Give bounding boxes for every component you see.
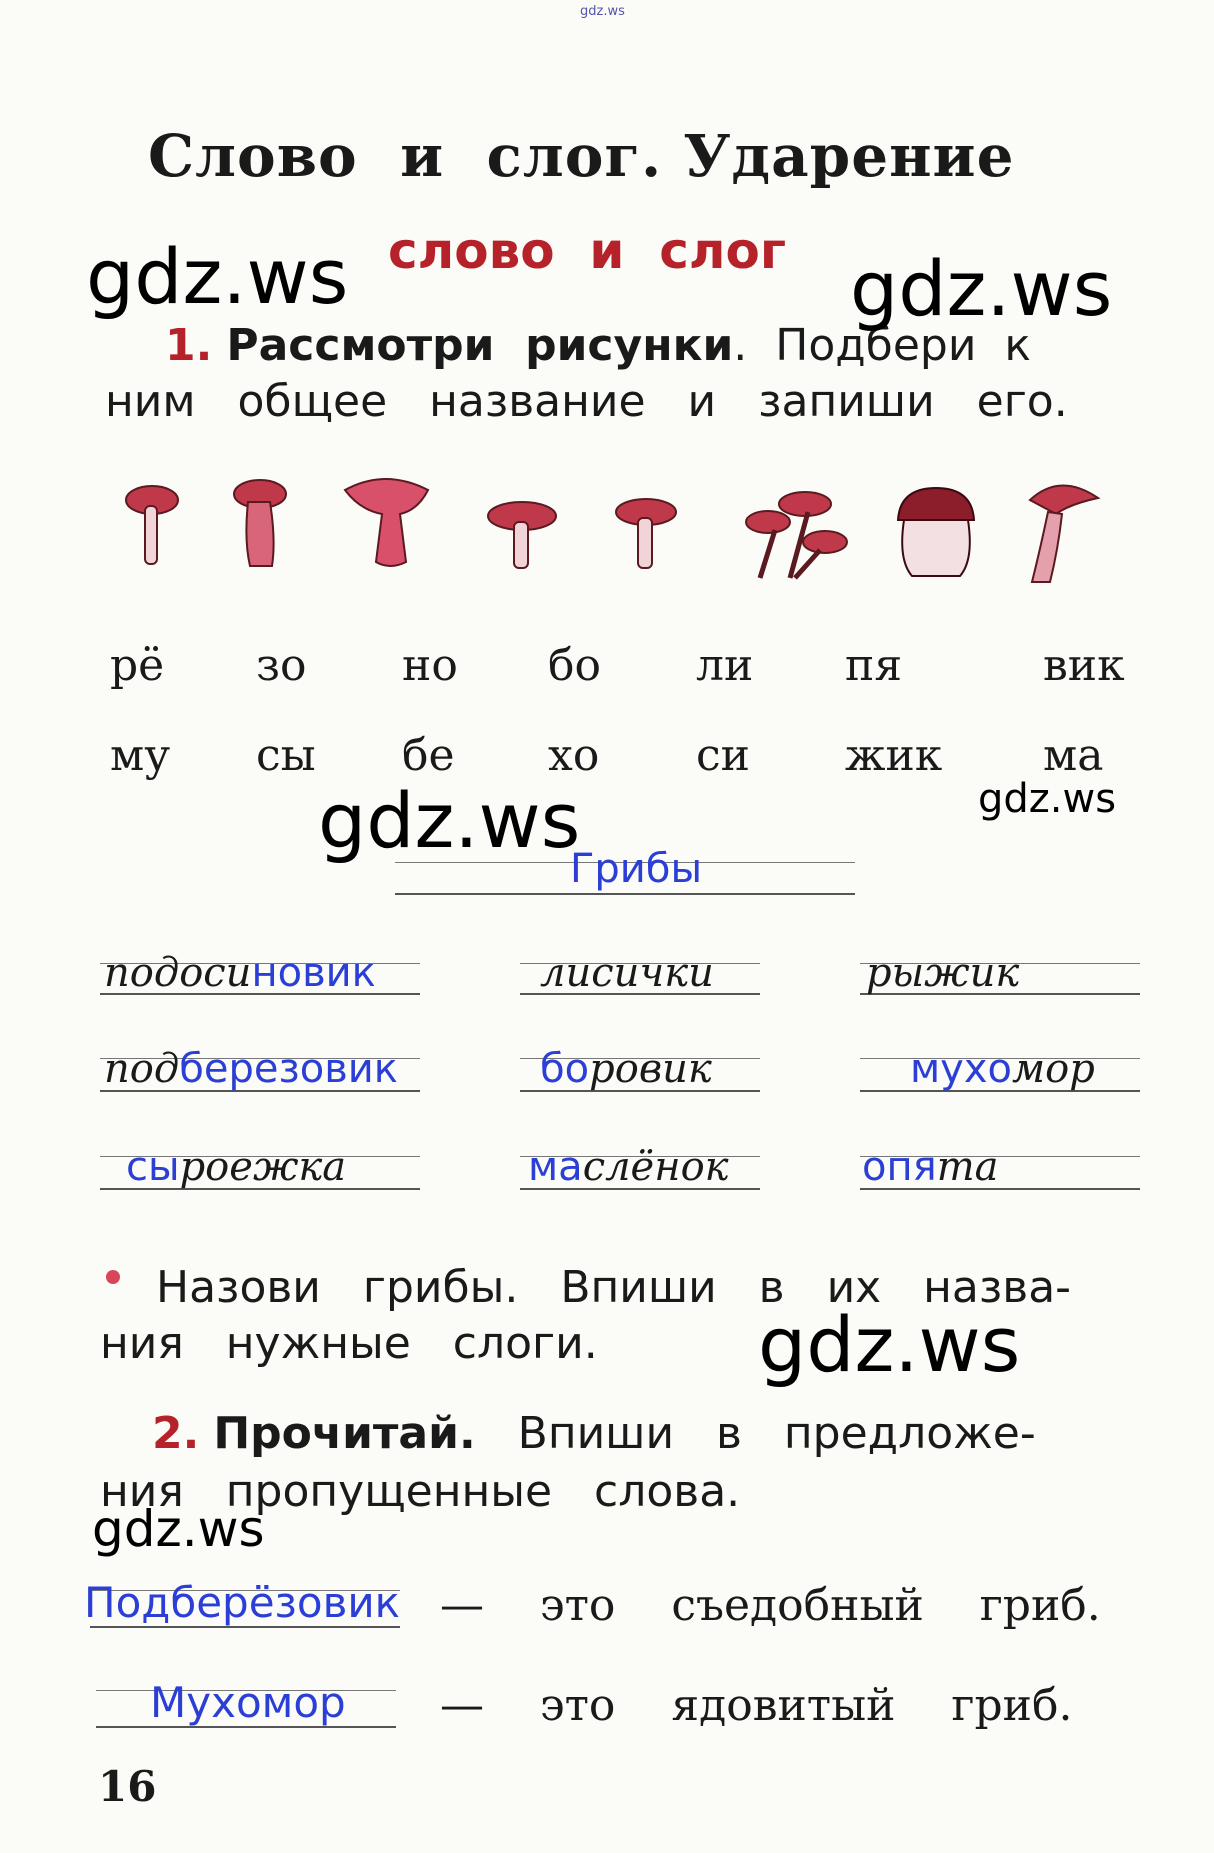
page-title: Слово и слог. Ударение [148, 122, 1015, 190]
mushroom-name [104, 950, 376, 996]
mushroom-name [910, 1046, 1095, 1092]
typed-syllable: опя [862, 1144, 937, 1190]
sentence1-answer: Подберёзовик [84, 1578, 401, 1627]
syllable: му [110, 730, 171, 781]
typed-syllable: мухо [910, 1046, 1012, 1092]
mushroom-icon [126, 486, 178, 564]
syllable: пя [845, 640, 903, 691]
mushroom-icon [1030, 485, 1098, 582]
handwritten-syllable: лисички [540, 950, 714, 996]
answer-title-line [395, 893, 855, 895]
typed-syllable: бо [540, 1046, 590, 1092]
handwritten-syllable: слёнок [582, 1144, 729, 1190]
site-mark: gdz.ws [580, 4, 625, 19]
handwritten-syllable: подоси [104, 950, 252, 996]
page-number: 16 [98, 1762, 157, 1811]
typed-syllable: новик [251, 950, 376, 996]
watermark: gdz.ws [978, 776, 1117, 822]
task1-line2: ним общее название и запиши его. [105, 376, 1068, 427]
syllable: вик [1043, 640, 1125, 691]
mushroom-name [528, 1144, 729, 1190]
mushroom-name [126, 1144, 346, 1190]
mushroom-name [540, 950, 714, 996]
mushroom-name [540, 1046, 712, 1092]
syllable: ма [1043, 730, 1104, 781]
sentence1-text: — это съедобный гриб. [440, 1580, 1101, 1631]
syllable: ли [696, 640, 754, 691]
syllable: но [402, 640, 458, 691]
handwritten-syllable: мор [1012, 1046, 1095, 1092]
syllable: рё [110, 640, 165, 691]
handwritten-syllable: под [104, 1046, 180, 1092]
mushrooms-illustration [0, 470, 1214, 600]
section-subtitle: слово и слог [388, 222, 786, 280]
watermark: gdz.ws [758, 1300, 1021, 1389]
watermark: gdz.ws [850, 244, 1113, 333]
watermark: gdz.ws [86, 232, 349, 321]
task2-bold: Прочитай. [213, 1408, 476, 1459]
mushroom-icon [488, 502, 556, 568]
typed-syllable: березовик [179, 1046, 398, 1092]
syllable: бо [548, 640, 601, 691]
typed-syllable: ма [528, 1144, 583, 1190]
syllable: си [696, 730, 750, 781]
mushroom-icon [898, 488, 974, 576]
bullet-dot-icon [106, 1270, 120, 1284]
answer-title: Грибы [570, 846, 703, 892]
mushroom-icon [746, 492, 847, 578]
mushroom-name [104, 1046, 398, 1092]
syllable: зо [256, 640, 307, 691]
mushroom-name [866, 950, 1019, 996]
task1-bold: Рассмотри рисунки [226, 320, 734, 371]
task2-number: 2. [152, 1408, 200, 1459]
watermark: gdz.ws [92, 1500, 265, 1558]
handwritten-syllable: рыжик [866, 950, 1020, 996]
bullet-text-line1: Назови грибы. Впиши в их назва- [156, 1262, 1072, 1313]
mushroom-icon [345, 479, 428, 566]
task1-number: 1. [165, 320, 213, 371]
sentence2-text: — это ядовитый гриб. [440, 1680, 1073, 1731]
watermark: gdz.ws [318, 776, 581, 865]
mushroom-name [862, 1144, 998, 1190]
task2-line2: ния пропущенные слова. [100, 1466, 741, 1517]
task2-rest: Впиши в предложе- [475, 1408, 1036, 1459]
syllable: хо [548, 730, 600, 781]
handwritten-syllable: ровик [589, 1046, 712, 1092]
sentence2-answer: Мухомор [150, 1678, 346, 1727]
typed-syllable: сы [126, 1144, 180, 1190]
syllable: бе [402, 730, 455, 781]
handwritten-syllable: роежка [179, 1144, 347, 1190]
mushroom-icon [234, 480, 286, 566]
syllable: сы [256, 730, 316, 781]
mushroom-icon [616, 499, 676, 568]
syllable: жик [845, 730, 943, 781]
bullet-text-line2: ния нужные слоги. [100, 1318, 598, 1369]
task2-heading [152, 1408, 1036, 1459]
handwritten-syllable: та [936, 1144, 999, 1190]
task1-rest: . Подбери к [733, 320, 1031, 371]
